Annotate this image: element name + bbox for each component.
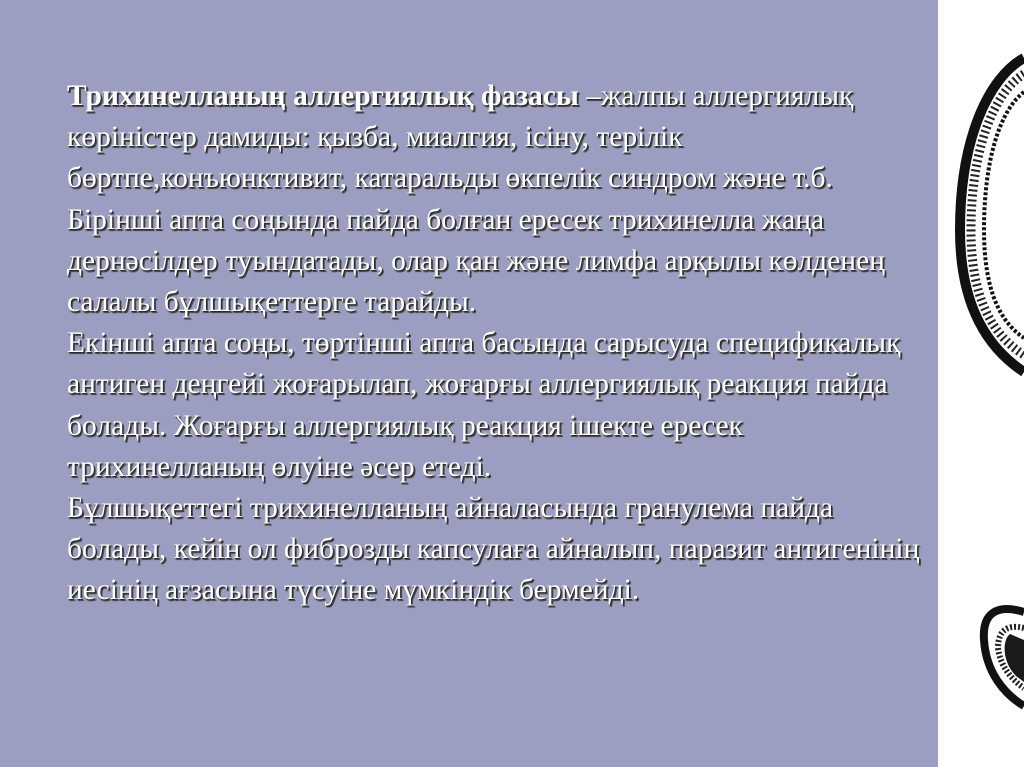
paragraph-4: Бұлшықеттегі трихинелланың айналасында гранулема пайда болады, кейін ол фиброзды капсулаға айналып, паразит антигенінің иесінің ағзасына түсуіне мүмкіндік бермейді. [67, 492, 920, 607]
paragraph-1-text: –жалпы аллергиялық көріністер дамиды: қызба, миалгия, ісіну, терілік бөртпе,конъюнктивит, катаральды өкпелік синдром және т.б. [67, 80, 854, 195]
paragraph-1 [67, 76, 927, 200]
paragraph-3: Екінші апта соңы, төртінші апта басында сарысуда спецификалық антиген деңгейі жоғарылап, жоғарғы аллергиялық реакция пайда болады. Жоғарғы аллергиялық реакция ішекте ересек трихинелланың өлуіне әсер етеді. [67, 327, 901, 483]
trichinella-illustration [938, 0, 1024, 767]
coiled-larva-drawing [938, 0, 1024, 767]
paragraph-2: Бірінші апта соңында пайда болған ересек трихинелла жаңа дернәсілдер туындатады, олар қан және лимфа арқылы көлденең салалы бұлшықеттерге тарайды. [67, 203, 885, 319]
slide-body-text [67, 76, 927, 612]
slide-title-bold: Трихинелланың аллергиялық фазасы [67, 80, 579, 112]
